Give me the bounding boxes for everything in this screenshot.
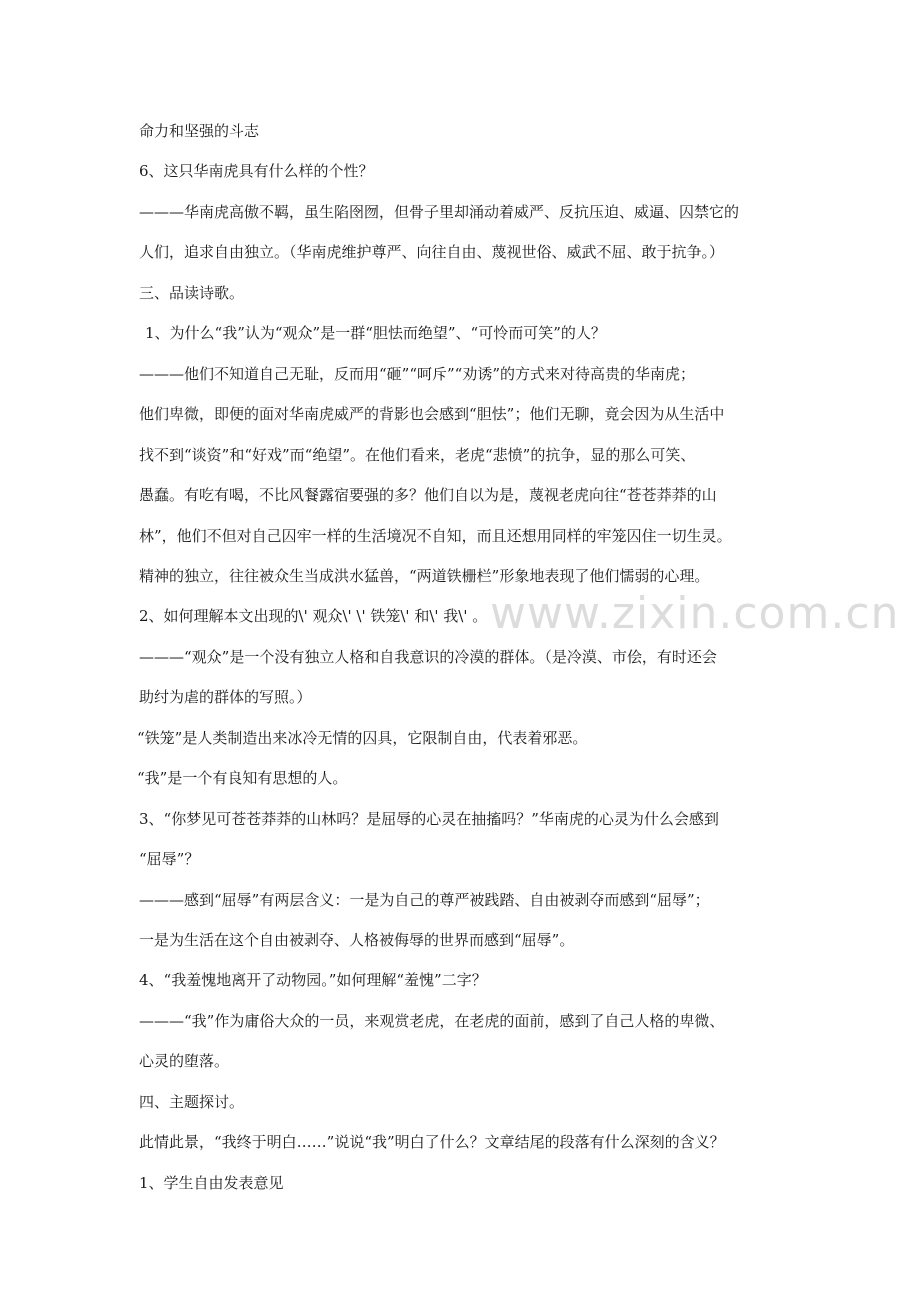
- answer-6-line-1: ———华南虎高傲不羁，虽生陷囹囫，但骨子里却涌动着威严、反抗压迫、威逼、囚禁它的: [139, 203, 740, 221]
- answer-6-line-2: 人们，追求自由独立。（华南虎维护尊严、向往自由、蔑视世俗、威武不屈、敢于抗争。）: [139, 243, 725, 261]
- text-line-1: 命力和坚强的斗志: [139, 122, 260, 140]
- answer-3-4-line-2: 心灵的堕落。: [139, 1052, 230, 1070]
- answer-3-4-line-1: ———“我”作为庸俗大众的一员，来观赏老虎，在老虎的面前，感到了自己人格的卑微、: [139, 1012, 725, 1030]
- answer-3-1-line-3: 找不到“谈资”和“好戏”而“绝望”。在他们看来，老虎“悲愤”的抗争，显的那么可笑、: [139, 446, 696, 464]
- section-4-prompt: 此情此景，“我终于明白……”说说“我”明白了什么？文章结尾的段落有什么深刻的含义？: [139, 1133, 725, 1151]
- question-6: 6、这只华南虎具有什么样的个性？: [139, 162, 374, 180]
- question-3-3-line-2: “屈辱”？: [139, 850, 200, 868]
- section-3-heading: 三、品读诗歌。: [139, 284, 245, 302]
- question-3-1: 1、为什么“我”认为“观众”是一群“胆怯而绝望”、“可怜而可笑”的人？: [145, 324, 606, 342]
- answer-3-1-line-2: 他们卑微，即便的面对华南虎威严的背影也会感到“胆怯”；他们无聊，竟会因为从生活中: [139, 405, 725, 423]
- question-3-3-line-1: 3、“你梦见可苍苍莽莽的山林吗？是屈辱的心灵在抽搐吗？”华南虎的心灵为什么会感到: [139, 810, 719, 828]
- answer-3-1-line-5: 林”，他们不但对自己囚牢一样的生活境况不自知，而且还想用同样的牢笼囚住一切生灵。: [139, 527, 732, 545]
- watermark: www.zixin.com.cn: [490, 588, 900, 639]
- answer-3-1-line-4: 愚蠢。有吃有喝，不比风餐露宿要强的多？他们自以为是，蔑视老虎向往“苍苍莽莽的山: [139, 486, 717, 504]
- section-4-heading: 四、主题探讨。: [139, 1093, 245, 1111]
- answer-3-3-line-2: 一是为生活在这个自由被剥夺、人格被侮辱的世界而感到“屈辱”。: [139, 931, 575, 949]
- question-3-4: 4、“我羞愧地离开了动物园。”如何理解“羞愧”二字？: [139, 971, 487, 989]
- answer-3-2-line-2: 助纣为虐的群体的写照。）: [139, 688, 312, 706]
- answer-3-2-line-1: ———“观众”是一个没有独立人格和自我意识的冷漠的群体。（是冷漠、市侩，有时还会: [139, 648, 717, 666]
- question-3-2: 2、如何理解本文出现的\' 观众\' \' 铁笼\' 和\' 我\' 。: [139, 607, 488, 625]
- answer-3-1-line-6: 精神的独立，往往被众生当成洪水猛兽，“两道铁栅栏”形象地表现了他们懦弱的心理。: [139, 567, 710, 585]
- answer-3-2-line-3: “铁笼”是人类制造出来冰冷无情的囚具，它限制自由，代表着邪恶。: [137, 729, 588, 747]
- answer-3-2-line-4: “我”是一个有良知有思想的人。: [137, 769, 348, 787]
- answer-3-1-line-1: ———他们不知道自己无耻，反而用“砸”“呵斥”“劝诱”的方式来对待高贵的华南虎；: [139, 365, 696, 383]
- section-4-item-1: 1、学生自由发表意见: [139, 1174, 284, 1192]
- answer-3-3-line-1: ———感到“屈辱”有两层含义：一是为自己的尊严被践踏、自由被剥夺而感到“屈辱”；: [139, 891, 710, 909]
